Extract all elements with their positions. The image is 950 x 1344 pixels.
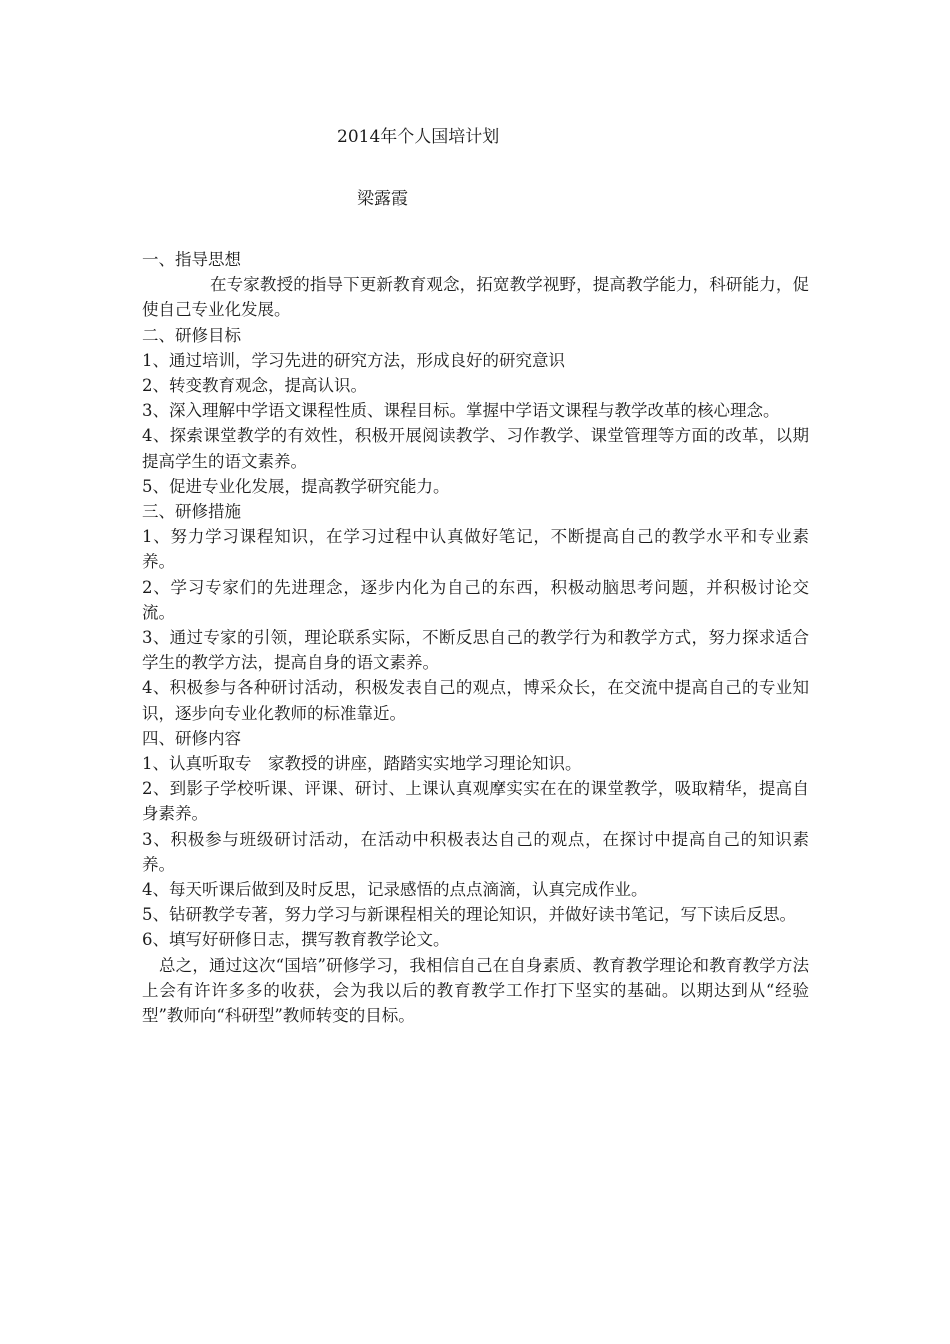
list-item-goal-3: 3、深入理解中学语文课程性质、课程目标。掌握中学语文课程与教学改革的核心理念。 <box>142 401 780 421</box>
document-author: 梁露霞 <box>357 189 408 209</box>
list-item-content-2: 2、到影子学校听课、评课、研讨、上课认真观摩实实在在的课堂教学，吸取精华，提高自身素养。 <box>142 779 809 824</box>
list-item-goal-4: 4、探索课堂教学的有效性，积极开展阅读教学、习作教学、课堂管理等方面的改革，以期提高学生的语文素养。 <box>142 426 809 471</box>
section-heading-guiding-thought: 一、指导思想 <box>142 250 241 269</box>
document-title: 2014年个人国培计划 <box>337 127 500 147</box>
list-item-content-6: 6、填写好研修日志，撰写教育教学论文。 <box>142 930 450 950</box>
list-item-goal-2: 2、转变教育观念，提高认识。 <box>142 376 367 396</box>
section-heading-goals: 二、研修目标 <box>142 325 241 345</box>
paragraph-conclusion: 总之，通过这次“国培”研修学习，我相信自己在自身素质、教育教学理论和教育教学方法上会有许许多多的收获，会为我以后的教育教学工作打下坚实的基础。以期达到从“经验型”教师向“科研型”教师转变的目标。 <box>142 955 809 1026</box>
list-item-measure-3: 3、通过专家的引领，理论联系实际，不断反思自己的教学行为和教学方式，努力探求适合学生的教学方法，提高自身的语文素养。 <box>142 628 809 673</box>
list-item-goal-5: 5、促进专业化发展，提高教学研究能力。 <box>142 476 450 496</box>
list-item-measure-1: 1、努力学习课程知识，在学习过程中认真做好笔记，不断提高自己的教学水平和专业素养。 <box>142 527 809 572</box>
section-heading-content: 四、研修内容 <box>142 728 241 748</box>
list-item-content-1: 1、认真听取专 家教授的讲座，踏踏实实地学习理论知识。 <box>142 754 582 774</box>
list-item-measure-4: 4、积极参与各种研讨活动，积极发表自己的观点，博采众长，在交流中提高自己的专业知识，逐步向专业化教师的标准靠近。 <box>142 678 809 723</box>
list-item-measure-2: 2、学习专家们的先进理念，逐步内化为自己的东西，积极动脑思考问题，并积极讨论交流。 <box>142 577 809 622</box>
list-item-content-4: 4、每天听课后做到及时反思，记录感悟的点点滴滴，认真完成作业。 <box>142 880 648 900</box>
paragraph-guiding-thought: 在专家教授的指导下更新教育观念，拓宽教学视野，提高教学能力，科研能力，促使自己专业化发展。 <box>142 275 809 320</box>
section-heading-measures: 三、研修措施 <box>142 502 241 522</box>
list-item-goal-1: 1、通过培训，学习先进的研究方法，形成良好的研究意识 <box>142 350 565 370</box>
list-item-content-3: 3、积极参与班级研讨活动，在活动中积极表达自己的观点，在探讨中提高自己的知识素养。 <box>142 829 809 874</box>
document-body <box>142 247 809 1028</box>
list-item-content-5: 5、钻研教学专著，努力学习与新课程相关的理论知识，并做好读书笔记，写下读后反思。 <box>142 905 796 925</box>
